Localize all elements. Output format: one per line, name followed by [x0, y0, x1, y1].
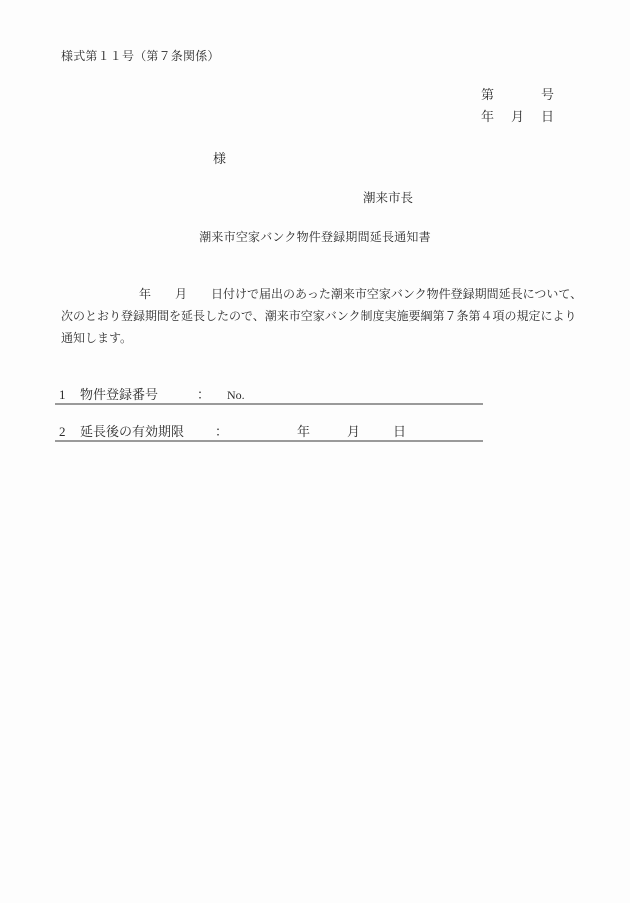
- doc-number-prefix: 第: [481, 87, 495, 102]
- body-line-1: 年 月 日付けで届出のあった潮来市空家バンク物件登録期間延長について、: [139, 287, 583, 301]
- date-year-label: 年: [481, 109, 495, 124]
- item-2-day-label: 日: [393, 424, 407, 439]
- document-title: 潮来市空家バンク物件登録期間延長通知書: [199, 230, 431, 244]
- doc-date-line: [481, 106, 554, 128]
- field-property-registration-number: [55, 387, 483, 405]
- body-paragraph: [61, 283, 581, 349]
- recipient-honorific: 様: [213, 151, 227, 166]
- item-2-colon: ：: [215, 424, 229, 439]
- item-2-year-label: 年: [297, 424, 311, 439]
- body-line-2: 次のとおり登録期間を延長したので、潮来市空家バンク制度実施要綱第７条第４項の規定により: [61, 309, 577, 323]
- form-number: 様式第１１号（第７条関係）: [61, 49, 220, 63]
- item-2-month-label: 月: [347, 424, 361, 439]
- date-month-label: 月: [510, 109, 524, 124]
- item-1-label: 物件登録番号: [80, 387, 159, 402]
- item-2-number: 2: [59, 424, 66, 439]
- body-line-3: 通知します。: [61, 331, 133, 345]
- item-1-value-prefix: No.: [227, 388, 245, 402]
- item-2-label: 延長後の有効期限: [80, 424, 185, 439]
- item-1-number: 1: [59, 387, 66, 402]
- document-number-block: [481, 84, 554, 128]
- field-extended-expiration-date: [55, 424, 483, 442]
- item-1-colon: ：: [197, 387, 211, 402]
- sender-name: 潮来市長: [363, 191, 414, 205]
- doc-number-line: [481, 84, 554, 106]
- doc-number-suffix: 号: [540, 87, 554, 102]
- date-day-label: 日: [540, 109, 554, 124]
